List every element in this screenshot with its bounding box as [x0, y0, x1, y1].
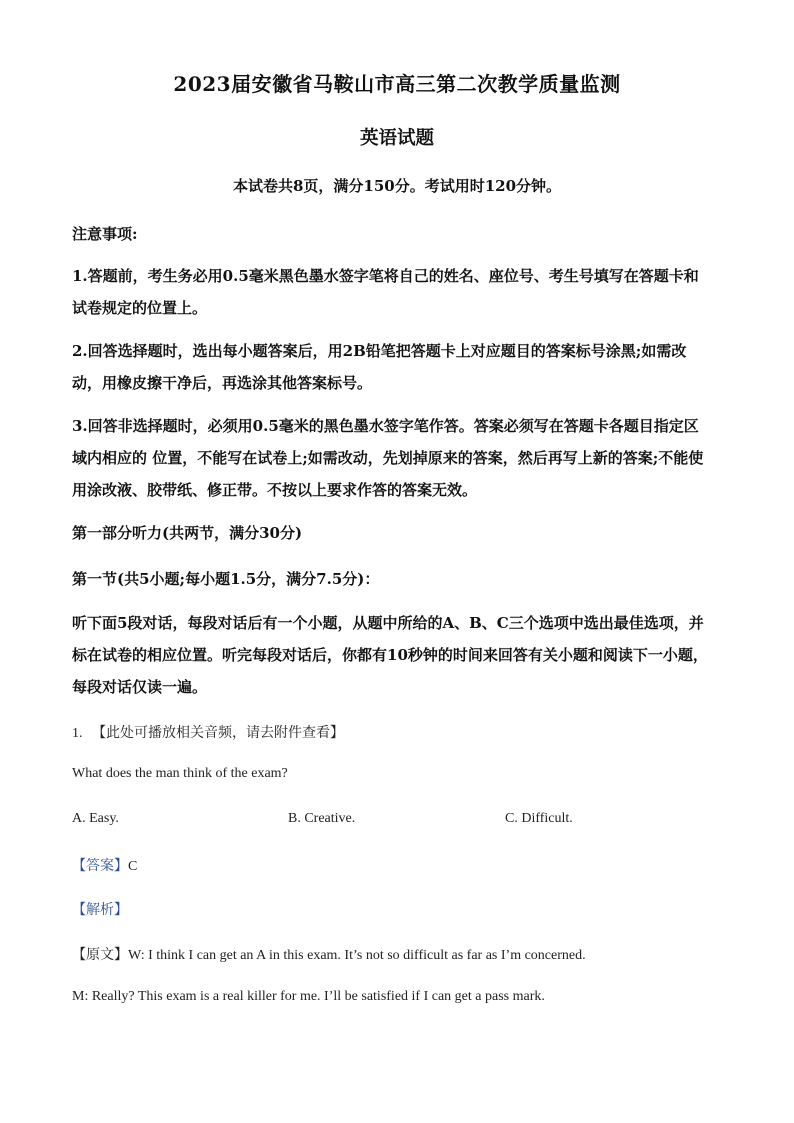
section-heading: 第一节(共5小题;每小题1.5分，满分7.5分)：	[72, 570, 380, 588]
note-item-2: 2.回答选择题时，选出每小题答案后，用2B铅笔把答题卡上对应题目的答案标号涂黑;如需改动，用橡皮擦干净后，再选涂其他答案标号。	[72, 342, 687, 392]
answer-value: C	[128, 859, 138, 874]
exam-subtitle: 英语试题	[359, 128, 434, 149]
original-text-m: M: Really? This exam is a real killer for me. I’ll be satisfied if I can get a pass mark.	[72, 989, 545, 1004]
question-stem: What does the man think of the exam?	[72, 766, 288, 781]
original-w-text: W: I think I can get an A in this exam. It’s not so difficult as far as I’m concerned.	[128, 948, 586, 963]
section-instructions: 听下面5段对话，每段对话后有一个小题，从题中所给的A、B、C三个选项中选出最佳选项，并标在试卷的相应位置。听完每段对话后，你都有10秒钟的时间来回答有关小题和阅读下一小题，每段对话仅读一遍。	[72, 614, 708, 696]
answer-line	[72, 855, 137, 875]
answer-label: 【答案】	[72, 859, 128, 874]
option-a: A. Easy.	[72, 811, 119, 826]
exam-title: 2023届安徽省马鞍山市高三第二次教学质量监测	[173, 72, 621, 96]
part-heading: 第一部分听力(共两节，满分30分)	[72, 524, 303, 542]
note-item-3: 3.回答非选择题时，必须用0.5毫米的黑色墨水签字笔作答。答案必须写在答题卡各题目指定区域内相应的 位置，不能写在试卷上;如需改动，先划掉原来的答案，然后再写上新的答案;不能使用涂改液、胶带纸、修正带。不按以上要求作答的答案无效。	[72, 417, 704, 499]
audio-note: 【此处可播放相关音频，请去附件查看】	[92, 726, 344, 741]
note-item-1: 1.答题前，考生务必用0.5毫米黑色墨水签字笔将自己的姓名、座位号、考生号填写在答题卡和试卷规定的位置上。	[72, 267, 699, 317]
option-b: B. Creative.	[288, 811, 356, 826]
exam-info: 本试卷共8页，满分150分。考试用时120分钟。	[232, 177, 562, 195]
analysis-line	[72, 899, 128, 919]
analysis-label: 【解析】	[72, 903, 128, 918]
original-text-w	[72, 944, 586, 964]
question-1-header	[72, 722, 344, 742]
question-number: 1.	[72, 726, 83, 741]
option-c: C. Difficult.	[505, 811, 573, 826]
notes-heading: 注意事项:	[72, 225, 138, 243]
original-label: 【原文】	[72, 948, 128, 963]
